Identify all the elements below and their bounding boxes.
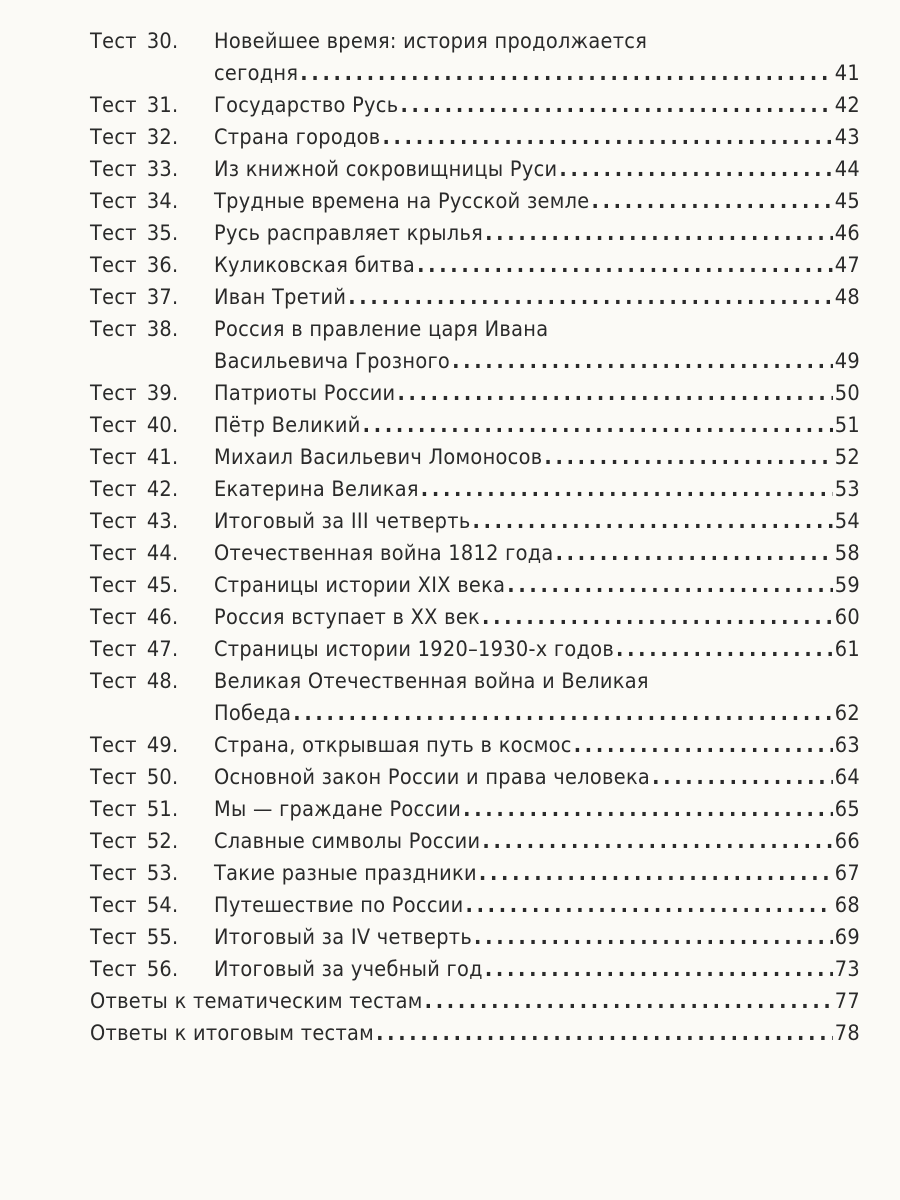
test-label xyxy=(90,186,214,218)
test-label xyxy=(90,442,214,474)
test-number: 31. xyxy=(146,93,179,118)
page-number: 48 xyxy=(834,285,860,310)
toc-entry[interactable] xyxy=(90,250,860,282)
toc-entry[interactable] xyxy=(90,282,860,314)
test-label xyxy=(90,666,214,698)
test-label xyxy=(90,154,214,186)
test-number: 39. xyxy=(146,381,179,406)
entry-title-line1: Великая Отечественная война и Великая xyxy=(214,669,649,694)
page-number: 50 xyxy=(834,381,860,406)
test-number: 38. xyxy=(146,317,179,342)
test-prefix: Тест xyxy=(90,925,137,950)
entry-title: Россия вступает в XX век xyxy=(214,605,481,630)
dot-leader xyxy=(417,250,833,282)
test-number: 33. xyxy=(146,157,179,182)
test-prefix: Тест xyxy=(90,509,137,534)
test-prefix: Тест xyxy=(90,317,137,342)
entry-title: Основной закон России и права человека xyxy=(214,765,651,790)
test-number: 49. xyxy=(146,733,179,758)
dot-leader xyxy=(425,986,833,1018)
test-label xyxy=(90,250,214,282)
page-number: 49 xyxy=(834,349,860,374)
test-number: 43. xyxy=(146,509,179,534)
test-label xyxy=(90,90,214,122)
page-number: 47 xyxy=(834,253,860,278)
entry-title-line1: Россия в правление царя Ивана xyxy=(214,317,549,342)
entry-title: Страна городов xyxy=(214,125,381,150)
test-number: 56. xyxy=(146,957,179,982)
test-label xyxy=(90,826,214,858)
entry-title: Путешествие по России xyxy=(214,893,464,918)
entry-title: Иван Третий xyxy=(214,285,347,310)
toc-entry[interactable] xyxy=(90,954,860,986)
test-number: 44. xyxy=(146,541,179,566)
entry-title: Из книжной сокровищницы Руси xyxy=(214,157,558,182)
page-number: 68 xyxy=(834,893,860,918)
entry-title: Государство Русь xyxy=(214,93,399,118)
test-prefix: Тест xyxy=(90,445,137,470)
dot-leader xyxy=(485,954,833,986)
dot-leader xyxy=(544,442,832,474)
entry-title: Страницы истории 1920–1930-х годов xyxy=(214,637,615,662)
dot-leader xyxy=(363,410,833,442)
test-number: 50. xyxy=(146,765,179,790)
test-label xyxy=(90,602,214,634)
test-prefix: Тест xyxy=(90,733,137,758)
test-label xyxy=(90,410,214,442)
page-number: 66 xyxy=(834,829,860,854)
page-number: 58 xyxy=(834,541,860,566)
table-of-contents xyxy=(90,26,860,1050)
page-number: 60 xyxy=(834,605,860,630)
test-number: 48. xyxy=(146,669,179,694)
test-number: 32. xyxy=(146,125,179,150)
toc-entry[interactable] xyxy=(90,90,860,122)
dot-leader xyxy=(479,858,833,890)
dot-leader xyxy=(485,218,833,250)
entry-title: Итоговый за III четверть xyxy=(214,509,471,534)
test-label xyxy=(90,282,214,314)
page-number: 44 xyxy=(834,157,860,182)
test-number: 36. xyxy=(146,253,179,278)
toc-entry[interactable] xyxy=(90,762,860,794)
entry-title: Трудные времена на Русской земле xyxy=(214,189,590,214)
toc-entry[interactable] xyxy=(90,442,860,474)
toc-entry[interactable] xyxy=(90,858,860,890)
page-number: 53 xyxy=(834,477,860,502)
test-prefix: Тест xyxy=(90,605,137,630)
test-number: 46. xyxy=(146,605,179,630)
test-prefix: Тест xyxy=(90,765,137,790)
test-prefix: Тест xyxy=(90,381,137,406)
test-prefix: Тест xyxy=(90,797,137,822)
toc-entry[interactable] xyxy=(90,570,860,602)
test-prefix: Тест xyxy=(90,29,137,54)
entry-title: Васильевича Грозного xyxy=(214,349,451,374)
page-number: 73 xyxy=(834,957,860,982)
toc-entry[interactable] xyxy=(90,154,860,186)
toc-entry[interactable] xyxy=(90,314,860,378)
test-label xyxy=(90,730,214,762)
test-number: 42. xyxy=(146,477,179,502)
page-number: 64 xyxy=(834,765,860,790)
test-number: 35. xyxy=(146,221,179,246)
page-number: 63 xyxy=(834,733,860,758)
toc-entry[interactable] xyxy=(90,378,860,410)
test-label xyxy=(90,634,214,666)
dot-leader xyxy=(616,634,833,666)
dot-leader xyxy=(376,1018,833,1050)
entry-title: Ответы к итоговым тестам xyxy=(90,1021,375,1046)
entry-title: Русь расправляет крылья xyxy=(214,221,484,246)
entry-title: Победа xyxy=(214,701,292,726)
test-number: 34. xyxy=(146,189,179,214)
entry-title: Отечественная война 1812 года xyxy=(214,541,554,566)
toc-entry[interactable] xyxy=(90,538,860,570)
page-number: 46 xyxy=(834,221,860,246)
test-label xyxy=(90,378,214,410)
test-prefix: Тест xyxy=(90,221,137,246)
dot-leader xyxy=(507,570,833,602)
test-prefix: Тест xyxy=(90,157,137,182)
entry-title: Такие разные праздники xyxy=(214,861,477,886)
entry-title: Итоговый за IV четверть xyxy=(214,925,473,950)
page-number: 43 xyxy=(834,125,860,150)
test-prefix: Тест xyxy=(90,957,137,982)
page-number: 65 xyxy=(834,797,860,822)
dot-leader xyxy=(592,186,833,218)
toc-entry[interactable] xyxy=(90,602,860,634)
toc-entry[interactable] xyxy=(90,474,860,506)
test-label xyxy=(90,922,214,954)
toc-entry[interactable] xyxy=(90,410,860,442)
test-label xyxy=(90,858,214,890)
page-number: 62 xyxy=(834,701,860,726)
toc-entry[interactable] xyxy=(90,826,860,858)
toc-entry[interactable] xyxy=(90,890,860,922)
entry-title: Екатерина Великая xyxy=(214,477,419,502)
page-number: 77 xyxy=(834,989,860,1014)
test-number: 40. xyxy=(146,413,179,438)
dot-leader xyxy=(474,922,833,954)
test-label xyxy=(90,314,214,346)
dot-leader xyxy=(452,346,833,378)
test-label xyxy=(90,538,214,570)
test-prefix: Тест xyxy=(90,189,137,214)
test-prefix: Тест xyxy=(90,477,137,502)
page-number: 67 xyxy=(834,861,860,886)
entry-title-line1: Новейшее время: история продолжается xyxy=(214,29,648,54)
toc-entry[interactable] xyxy=(90,506,860,538)
dot-leader xyxy=(400,90,832,122)
dot-leader xyxy=(482,826,832,858)
test-number: 55. xyxy=(146,925,179,950)
test-number: 47. xyxy=(146,637,179,662)
test-number: 37. xyxy=(146,285,179,310)
test-prefix: Тест xyxy=(90,285,137,310)
test-prefix: Тест xyxy=(90,637,137,662)
dot-leader xyxy=(463,794,833,826)
entry-title: Страницы истории XIX века xyxy=(214,573,506,598)
toc-entry[interactable] xyxy=(90,122,860,154)
page-number: 51 xyxy=(834,413,860,438)
test-number: 41. xyxy=(146,445,179,470)
toc-answers-entry[interactable] xyxy=(90,986,860,1018)
toc-entry[interactable] xyxy=(90,794,860,826)
dot-leader xyxy=(293,698,833,730)
entry-title: Михаил Васильевич Ломоносов xyxy=(214,445,543,470)
test-label xyxy=(90,570,214,602)
dot-leader xyxy=(574,730,833,762)
dot-leader xyxy=(559,154,832,186)
entry-title: Славные символы России xyxy=(214,829,481,854)
dot-leader xyxy=(300,58,832,90)
page-number: 54 xyxy=(834,509,860,534)
page-number: 42 xyxy=(834,93,860,118)
toc-entry[interactable] xyxy=(90,634,860,666)
dot-leader xyxy=(652,762,833,794)
entry-title: Итоговый за учебный год xyxy=(214,957,483,982)
test-label xyxy=(90,122,214,154)
test-number: 51. xyxy=(146,797,179,822)
test-prefix: Тест xyxy=(90,93,137,118)
test-prefix: Тест xyxy=(90,125,137,150)
toc-entry[interactable] xyxy=(90,218,860,250)
dot-leader xyxy=(397,378,832,410)
test-prefix: Тест xyxy=(90,861,137,886)
test-label xyxy=(90,762,214,794)
dot-leader xyxy=(473,506,833,538)
test-prefix: Тест xyxy=(90,573,137,598)
entry-title: сегодня xyxy=(214,61,299,86)
test-prefix: Тест xyxy=(90,669,137,694)
test-number: 30. xyxy=(146,29,179,54)
test-label xyxy=(90,474,214,506)
toc-entry[interactable] xyxy=(90,26,860,90)
test-prefix: Тест xyxy=(90,541,137,566)
toc-entry[interactable] xyxy=(90,922,860,954)
test-label xyxy=(90,218,214,250)
page-number: 78 xyxy=(834,1021,860,1046)
dot-leader xyxy=(482,602,833,634)
test-number: 54. xyxy=(146,893,179,918)
dot-leader xyxy=(348,282,833,314)
test-label xyxy=(90,890,214,922)
test-prefix: Тест xyxy=(90,413,137,438)
entry-title: Ответы к тематическим тестам xyxy=(90,989,423,1014)
test-number: 45. xyxy=(146,573,179,598)
test-prefix: Тест xyxy=(90,893,137,918)
page-number: 45 xyxy=(834,189,860,214)
toc-answers-entry[interactable] xyxy=(90,1018,860,1050)
test-label xyxy=(90,26,214,58)
toc-entry[interactable] xyxy=(90,186,860,218)
test-number: 52. xyxy=(146,829,179,854)
dot-leader xyxy=(556,538,833,570)
toc-entry[interactable] xyxy=(90,666,860,730)
test-number: 53. xyxy=(146,861,179,886)
test-prefix: Тест xyxy=(90,829,137,854)
test-prefix: Тест xyxy=(90,253,137,278)
dot-leader xyxy=(421,474,833,506)
toc-entry[interactable] xyxy=(90,730,860,762)
entry-title: Страна, открывшая путь в космос xyxy=(214,733,572,758)
dot-leader xyxy=(466,890,833,922)
test-label xyxy=(90,954,214,986)
page-number: 59 xyxy=(834,573,860,598)
entry-title: Куликовская битва xyxy=(214,253,416,278)
dot-leader xyxy=(382,122,832,154)
entry-title: Пётр Великий xyxy=(214,413,361,438)
entry-title: Мы — граждане России xyxy=(214,797,462,822)
test-label xyxy=(90,794,214,826)
page-number: 69 xyxy=(834,925,860,950)
page-number: 41 xyxy=(834,61,860,86)
test-label xyxy=(90,506,214,538)
page-number: 52 xyxy=(834,445,860,470)
page-number: 61 xyxy=(834,637,860,662)
entry-title: Патриоты России xyxy=(214,381,396,406)
